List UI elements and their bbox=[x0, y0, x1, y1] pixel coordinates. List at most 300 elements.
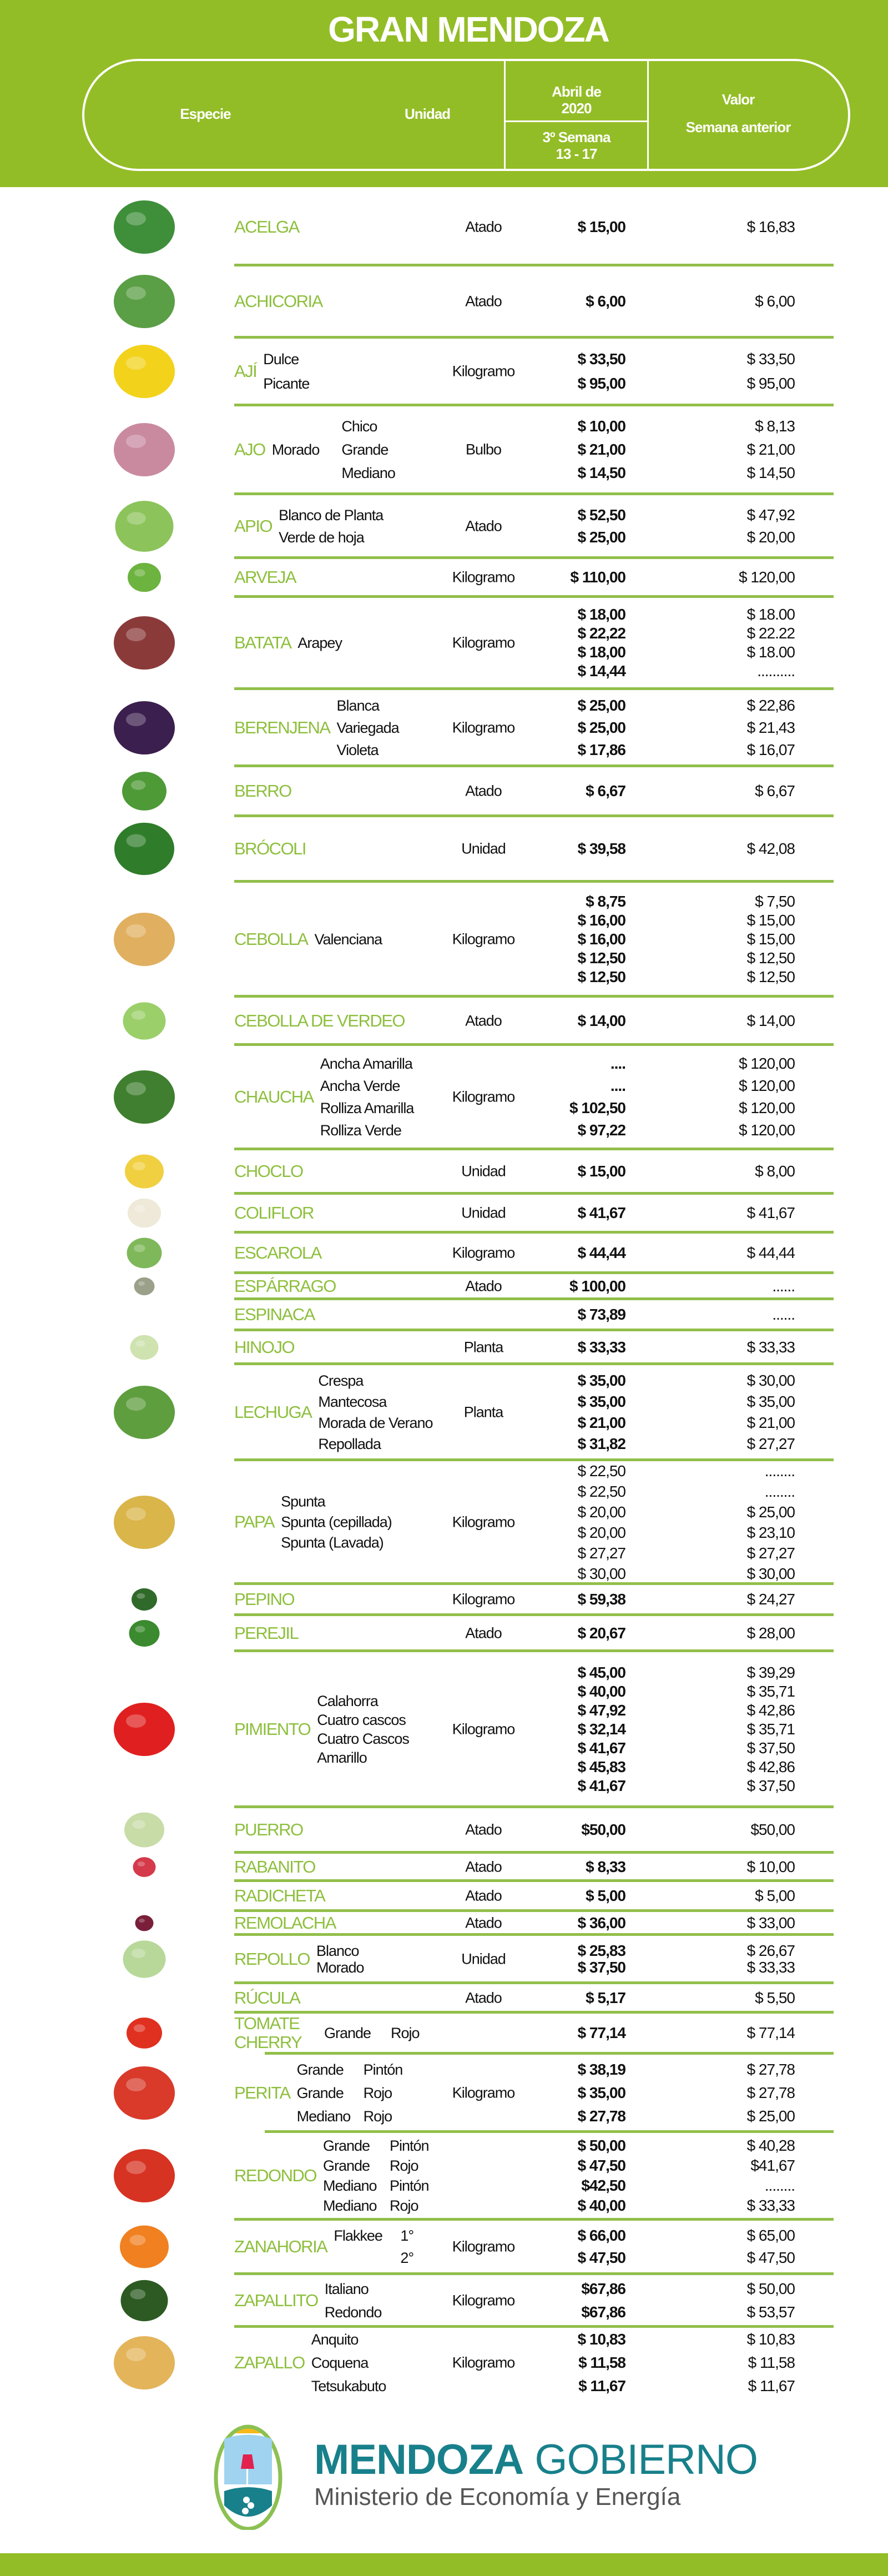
current-price: $ 44,44 bbox=[577, 1244, 625, 1261]
species-name: BERENJENA bbox=[234, 717, 330, 737]
species-name: ESPINACA bbox=[234, 1305, 315, 1324]
variety: Coquena bbox=[311, 2354, 369, 2371]
product-row bbox=[0, 1330, 888, 1364]
variety-part: Rojo bbox=[363, 2084, 392, 2101]
current-price: $ 100,00 bbox=[569, 1277, 625, 1295]
unit: Kilogramo bbox=[452, 2354, 515, 2371]
unit: Atado bbox=[465, 1277, 502, 1294]
variety: Spunta bbox=[281, 1493, 325, 1510]
product-row bbox=[0, 1615, 888, 1651]
unit: Planta bbox=[463, 1403, 503, 1420]
species-cell bbox=[234, 1913, 342, 1933]
cebolla-image bbox=[103, 909, 186, 970]
column-divider bbox=[504, 120, 647, 122]
species-cell bbox=[234, 2014, 420, 2052]
species-cell bbox=[234, 839, 312, 859]
species-cell bbox=[234, 929, 382, 949]
perejil-image bbox=[103, 1618, 186, 1648]
species-cell bbox=[234, 217, 306, 237]
variety-part: Rojo bbox=[389, 2197, 418, 2214]
species-name: REMOLACHA bbox=[234, 1913, 336, 1933]
unit: Kilogramo bbox=[452, 568, 515, 586]
previous-prices bbox=[699, 1053, 795, 1141]
previous-price: $50,00 bbox=[750, 1821, 795, 1838]
variety-list bbox=[325, 2277, 382, 2324]
previous-prices bbox=[699, 217, 795, 237]
product-row bbox=[0, 1299, 888, 1330]
variety: Picante bbox=[263, 375, 310, 392]
previous-prices bbox=[699, 2328, 795, 2398]
previous-prices bbox=[699, 2058, 795, 2128]
current-price: $ 27,78 bbox=[577, 2107, 625, 2125]
species-name: BATATA bbox=[234, 633, 291, 652]
species-name: ZANAHORIA bbox=[234, 2237, 327, 2256]
previous-price: $ 42,86 bbox=[746, 1701, 795, 1719]
species-cell bbox=[234, 1305, 321, 1325]
current-price: $ 25,00 bbox=[577, 528, 625, 546]
previous-prices bbox=[699, 1243, 795, 1263]
week-label: 3º Semana bbox=[542, 129, 610, 145]
species-cell bbox=[234, 1692, 409, 1767]
previous-price: $ 26,67 bbox=[746, 1941, 795, 1959]
previous-price: $ 50,00 bbox=[746, 2280, 795, 2297]
papa-image bbox=[103, 1492, 186, 1553]
current-price: $ 35,00 bbox=[577, 1392, 625, 1410]
unit: Unidad bbox=[461, 1950, 506, 1967]
berenjena-image bbox=[103, 697, 186, 758]
product-row bbox=[0, 1807, 888, 1853]
brand-bold: MENDOZA bbox=[314, 2436, 524, 2483]
current-price: $ 25,83 bbox=[577, 1941, 625, 1959]
previous-prices bbox=[699, 1161, 795, 1181]
previous-price: $ 27,27 bbox=[746, 1544, 795, 1562]
variety: Calahorra bbox=[317, 1692, 378, 1709]
current-prices bbox=[533, 2136, 625, 2216]
current-price: $ 21,00 bbox=[577, 441, 625, 458]
current-price: $ 97,22 bbox=[577, 1121, 625, 1139]
species-cell bbox=[234, 1011, 411, 1031]
batata-image bbox=[103, 612, 186, 673]
variety: Spunta (cepillada) bbox=[281, 1513, 392, 1530]
unit: Kilogramo bbox=[452, 1720, 515, 1737]
species-name: HINOJO bbox=[234, 1337, 295, 1357]
species-name: CEBOLLA bbox=[234, 929, 308, 949]
previous-price: $ 5,00 bbox=[755, 1887, 795, 1904]
current-prices bbox=[533, 217, 625, 237]
unit: Planta bbox=[463, 1339, 503, 1355]
current-price: $ 14,00 bbox=[577, 1012, 625, 1029]
previous-price: $ 41,67 bbox=[746, 1204, 795, 1221]
berro-image bbox=[103, 769, 186, 813]
variety-part: Pintón bbox=[389, 2137, 429, 2154]
week-days: 13 - 17 bbox=[556, 145, 597, 162]
unit: Unidad bbox=[461, 1204, 506, 1221]
variety-part: Rojo bbox=[363, 2107, 392, 2125]
variety: Cuatro Cascos bbox=[317, 1730, 409, 1747]
previous-price: $ 23,10 bbox=[746, 1523, 795, 1541]
unit: Kilogramo bbox=[452, 2238, 515, 2255]
current-price: $ 5,17 bbox=[586, 1989, 625, 2006]
perita-image bbox=[103, 2062, 186, 2124]
variety bbox=[297, 2105, 403, 2128]
previous-prices bbox=[699, 781, 795, 801]
product-row bbox=[0, 1232, 888, 1273]
current-prices bbox=[533, 1943, 625, 1976]
previous-price: $ 120,00 bbox=[739, 1121, 795, 1139]
product-row bbox=[0, 689, 888, 766]
current-price: $ 39,58 bbox=[577, 840, 625, 857]
previous-price: $ 33,33 bbox=[746, 1338, 795, 1356]
unit: Atado bbox=[465, 1821, 502, 1838]
previous-price: $ 18.00 bbox=[746, 606, 795, 623]
current-price: $50,00 bbox=[581, 1821, 625, 1838]
previous-price: $ 27,27 bbox=[746, 1435, 795, 1452]
species-cell bbox=[234, 1857, 322, 1877]
product-row bbox=[0, 816, 888, 882]
previous-prices bbox=[699, 504, 795, 549]
previous-price: $ 12,50 bbox=[746, 968, 795, 985]
variety: Ancha Verde bbox=[320, 1078, 400, 1094]
achicoria-image bbox=[103, 271, 186, 332]
current-price: $ 11,67 bbox=[578, 2377, 625, 2394]
current-price: $ 35,00 bbox=[577, 2084, 625, 2101]
current-price: $ 25,00 bbox=[577, 718, 625, 736]
current-price: $ 15,00 bbox=[577, 1163, 625, 1180]
variety: Rolliza Amarilla bbox=[320, 1100, 414, 1116]
product-row bbox=[0, 1651, 888, 1807]
species-name: AJO bbox=[234, 440, 265, 459]
previous-price: $ 14,50 bbox=[746, 464, 795, 481]
previous-prices bbox=[699, 1305, 795, 1325]
variety bbox=[297, 2081, 403, 2105]
column-header-unit: Unidad bbox=[404, 105, 451, 122]
current-price: $ 52,50 bbox=[577, 506, 625, 524]
previous-prices bbox=[699, 2277, 795, 2324]
variety-list bbox=[297, 633, 342, 652]
previous-price: $ 42,86 bbox=[746, 1758, 795, 1775]
tomate-cherry-image bbox=[103, 2015, 186, 2051]
species-name: AJÍ bbox=[234, 361, 257, 381]
page-title: GRAN MENDOZA bbox=[328, 9, 609, 49]
current-prices bbox=[533, 781, 625, 801]
species-cell bbox=[234, 291, 329, 311]
previous-price: $ 11,67 bbox=[748, 2377, 795, 2394]
variety: Ancha Amarilla bbox=[320, 1055, 412, 1072]
previous-price: $ 35,00 bbox=[746, 1392, 795, 1410]
product-row bbox=[0, 2012, 888, 2054]
product-row bbox=[0, 405, 888, 494]
current-prices bbox=[533, 1305, 625, 1325]
current-prices bbox=[533, 415, 625, 485]
current-price: $ 15,00 bbox=[577, 218, 625, 235]
current-price: $ 45,00 bbox=[577, 1663, 625, 1681]
column-header-period bbox=[506, 83, 647, 117]
species-cell bbox=[234, 1886, 331, 1906]
previous-price: $ 5,50 bbox=[755, 1989, 795, 2006]
current-price: $ 47,50 bbox=[577, 2157, 625, 2174]
variety: Amarillo bbox=[317, 1749, 367, 1766]
previous-price: ........ bbox=[764, 1462, 795, 1480]
previous-price: $ 30,00 bbox=[746, 1371, 795, 1389]
species-cell bbox=[234, 1943, 364, 1976]
species-cell bbox=[234, 1243, 328, 1263]
previous-prices bbox=[699, 1370, 795, 1455]
previous-price: $ 8,00 bbox=[755, 1163, 795, 1180]
current-price: $ 5,00 bbox=[586, 1887, 625, 1904]
species-name: RÚCULA bbox=[234, 1988, 300, 2008]
variety-part: Mediano bbox=[322, 2197, 377, 2214]
current-price: $ 38,19 bbox=[577, 2060, 625, 2078]
previous-price: $ 40,28 bbox=[746, 2137, 795, 2154]
current-price: $ 6,00 bbox=[586, 293, 625, 310]
variety: Arapey bbox=[297, 635, 342, 651]
species-cell bbox=[234, 415, 395, 485]
current-price: $ 11,58 bbox=[578, 2353, 625, 2371]
current-price: $ 66,00 bbox=[577, 2227, 625, 2244]
previous-price: $ 33,33 bbox=[746, 1958, 795, 1976]
species-name: PAPA bbox=[234, 1512, 275, 1532]
pepino-image bbox=[103, 1587, 186, 1612]
variety-list bbox=[316, 1943, 364, 1976]
product-row bbox=[0, 1273, 888, 1299]
previous-price: $ 33,33 bbox=[746, 2197, 795, 2214]
species-name: RADICHETA bbox=[234, 1886, 325, 1905]
previous-price: $ 15,00 bbox=[746, 911, 795, 929]
current-price: $ 40,00 bbox=[577, 2197, 625, 2214]
product-row bbox=[0, 1935, 888, 1983]
species-name: BRÓCOLI bbox=[234, 839, 306, 858]
variety: Blanco de Planta bbox=[279, 506, 384, 524]
species-name: ESCAROLA bbox=[234, 1242, 321, 1262]
previous-prices bbox=[699, 1663, 795, 1795]
previous-price: .......... bbox=[757, 662, 795, 680]
species-cell bbox=[234, 347, 309, 396]
previous-prices bbox=[699, 2023, 795, 2043]
variety: Mantecosa bbox=[318, 1393, 387, 1410]
variety: Morado bbox=[316, 1959, 364, 1976]
product-row bbox=[0, 2327, 888, 2398]
redondo-image bbox=[103, 2145, 186, 2206]
previous-prices bbox=[699, 892, 795, 987]
current-price: $ 8,75 bbox=[586, 892, 625, 910]
variety: Mediano bbox=[341, 465, 395, 481]
previous-prices bbox=[699, 291, 795, 311]
species-cell bbox=[234, 2058, 402, 2128]
current-price: $ 12,50 bbox=[577, 949, 625, 967]
current-price: $ 10,00 bbox=[577, 417, 625, 435]
current-price: $ 14,50 bbox=[577, 464, 625, 481]
current-price: $ 31,82 bbox=[577, 1435, 625, 1452]
variety-part: Flakkee bbox=[334, 2227, 382, 2244]
variety-list bbox=[320, 1053, 414, 1141]
previous-prices bbox=[699, 1943, 795, 1976]
unit: Kilogramo bbox=[452, 1513, 515, 1530]
variety: Verde de hoja bbox=[279, 529, 364, 546]
previous-price: ...... bbox=[772, 1277, 795, 1295]
previous-price: ........ bbox=[764, 2177, 795, 2194]
variety: Morada de Verano bbox=[318, 1414, 433, 1431]
unit: Atado bbox=[465, 1012, 502, 1029]
variety-list bbox=[318, 1370, 432, 1455]
current-prices bbox=[533, 1913, 625, 1933]
current-price: $ 59,38 bbox=[577, 1591, 625, 1608]
current-price: $ 36,00 bbox=[577, 1914, 625, 1931]
variety: Grande bbox=[341, 441, 389, 458]
species-name: PERITA bbox=[234, 2082, 290, 2102]
previous-price: $ 7,50 bbox=[755, 892, 795, 910]
variety: Variegada bbox=[336, 719, 399, 736]
current-price: $ 20,00 bbox=[577, 1503, 625, 1521]
previous-prices bbox=[699, 2225, 795, 2269]
species-cell bbox=[234, 695, 399, 761]
variety bbox=[323, 2196, 429, 2216]
species-cell bbox=[234, 2225, 413, 2269]
species-cell bbox=[234, 1623, 305, 1643]
variety bbox=[334, 2225, 413, 2247]
variety-part: Grande bbox=[296, 2061, 344, 2078]
previous-price: $ 10,83 bbox=[746, 2330, 795, 2348]
unit: Atado bbox=[465, 293, 502, 310]
previous-prices bbox=[699, 1820, 795, 1840]
previous-price: $ 47,50 bbox=[746, 2249, 795, 2266]
previous-price: $ 6,00 bbox=[755, 293, 795, 310]
previous-price: $ 22.22 bbox=[746, 625, 795, 642]
current-prices bbox=[533, 504, 625, 549]
variety: Blanca bbox=[336, 697, 380, 714]
species-name: ACELGA bbox=[234, 217, 299, 237]
variety-part: Grande bbox=[322, 2157, 370, 2174]
product-row bbox=[0, 1584, 888, 1615]
current-price: $ 21,00 bbox=[577, 1413, 625, 1431]
product-row bbox=[0, 338, 888, 405]
current-prices bbox=[533, 1663, 625, 1795]
current-price: $ 16,00 bbox=[577, 930, 625, 948]
previous-price: $ 37,50 bbox=[746, 1777, 795, 1794]
current-prices bbox=[533, 605, 625, 681]
previous-price: $ 39,29 bbox=[746, 1663, 795, 1681]
previous-price: $ 33,00 bbox=[746, 1914, 795, 1931]
species-name: RABANITO bbox=[234, 1856, 315, 1876]
unit: Atado bbox=[465, 782, 502, 799]
current-price: $ 18,00 bbox=[577, 643, 625, 661]
previous-price: $ 25,00 bbox=[746, 2107, 795, 2125]
variety: Blanco bbox=[316, 1942, 359, 1959]
previous-prices bbox=[699, 1913, 795, 1933]
species-name: BERRO bbox=[234, 781, 291, 801]
previous-label-2: Semana anterior bbox=[685, 119, 791, 135]
previous-price: $ 11,58 bbox=[748, 2353, 795, 2371]
species-cell bbox=[234, 1203, 320, 1223]
variety: Cuatro cascos bbox=[317, 1711, 406, 1728]
current-price: $ 110,00 bbox=[570, 568, 625, 586]
variety: Rolliza Verde bbox=[320, 1122, 401, 1139]
current-prices bbox=[533, 1886, 625, 1906]
current-price: $ 20,00 bbox=[577, 1523, 625, 1541]
cebolla-de-verdeo-image bbox=[103, 999, 186, 1042]
previous-price: $ 28,00 bbox=[746, 1624, 795, 1642]
current-prices bbox=[533, 2225, 625, 2269]
unit: Unidad bbox=[461, 1163, 506, 1180]
current-price: $ 47,50 bbox=[577, 2249, 625, 2266]
variety-list bbox=[263, 347, 309, 396]
variety-part: Grande bbox=[296, 2084, 344, 2101]
species-name: LECHUGA bbox=[234, 1402, 312, 1422]
ají-image bbox=[103, 341, 186, 402]
variety-group: Morado bbox=[271, 441, 320, 458]
current-prices bbox=[533, 1161, 625, 1181]
variety bbox=[323, 2156, 429, 2176]
current-prices bbox=[533, 1820, 625, 1840]
previous-prices bbox=[699, 695, 795, 761]
previous-price: $ 44,44 bbox=[746, 1244, 795, 1261]
species-cell bbox=[234, 1337, 301, 1357]
variety bbox=[334, 2247, 413, 2269]
zapallito-image bbox=[103, 2277, 186, 2324]
current-price: $ 73,89 bbox=[577, 1306, 625, 1323]
unit: Atado bbox=[465, 218, 502, 235]
product-row bbox=[0, 265, 888, 338]
current-price: $ 41,67 bbox=[577, 1777, 625, 1794]
unit: Kilogramo bbox=[452, 1088, 515, 1105]
previous-price: $ 77,14 bbox=[746, 2024, 795, 2041]
unit: Kilogramo bbox=[452, 2084, 515, 2101]
current-price: $ 14,44 bbox=[577, 662, 625, 680]
previous-price: $ 8,13 bbox=[755, 417, 795, 435]
current-price: $67,86 bbox=[581, 2280, 625, 2297]
coliflor-image bbox=[103, 1196, 186, 1230]
previous-price: $ 53,57 bbox=[746, 2303, 795, 2321]
current-prices bbox=[533, 2328, 625, 2398]
variety: Italiano bbox=[324, 2280, 369, 2297]
current-prices bbox=[533, 695, 625, 761]
previous-price: $ 16,07 bbox=[746, 741, 795, 758]
variety-list bbox=[341, 415, 395, 485]
species-cell bbox=[234, 1276, 342, 1296]
period-year: 2020 bbox=[561, 100, 592, 117]
unit: Kilogramo bbox=[452, 1591, 515, 1608]
current-prices bbox=[533, 1011, 625, 1031]
species-cell bbox=[234, 504, 383, 549]
pimiento-image bbox=[103, 1699, 186, 1760]
previous-price: $ 95,00 bbox=[746, 375, 795, 392]
unit: Bulbo bbox=[465, 441, 502, 458]
variety-list bbox=[324, 2023, 420, 2043]
current-price: $ 10,83 bbox=[577, 2330, 625, 2348]
current-price: $ 25,00 bbox=[577, 696, 625, 714]
current-price: $ 47,92 bbox=[577, 1701, 625, 1719]
previous-prices bbox=[699, 605, 795, 681]
choclo-image bbox=[103, 1152, 186, 1191]
brand-regular: GOBIERNO bbox=[534, 2436, 758, 2483]
current-price: $ 45,83 bbox=[577, 1758, 625, 1775]
product-row bbox=[0, 558, 888, 597]
brand-wordmark bbox=[314, 2436, 758, 2484]
previous-price: $ 6,67 bbox=[755, 782, 795, 799]
unit: Kilogramo bbox=[452, 1244, 515, 1261]
current-price: $ 30,00 bbox=[577, 1564, 625, 1582]
species-cell bbox=[234, 781, 298, 801]
species-cell bbox=[234, 1161, 310, 1181]
variety: Spunta (Lavada) bbox=[281, 1534, 384, 1551]
product-row bbox=[0, 1911, 888, 1935]
current-price: $ 12,50 bbox=[577, 968, 625, 985]
product-row bbox=[0, 189, 888, 265]
product-row bbox=[0, 2132, 888, 2220]
previous-price: $ 47,92 bbox=[746, 506, 795, 524]
previous-price: $ 42,08 bbox=[746, 840, 795, 857]
variety: Redondo bbox=[324, 2303, 382, 2321]
previous-prices bbox=[699, 1011, 795, 1031]
